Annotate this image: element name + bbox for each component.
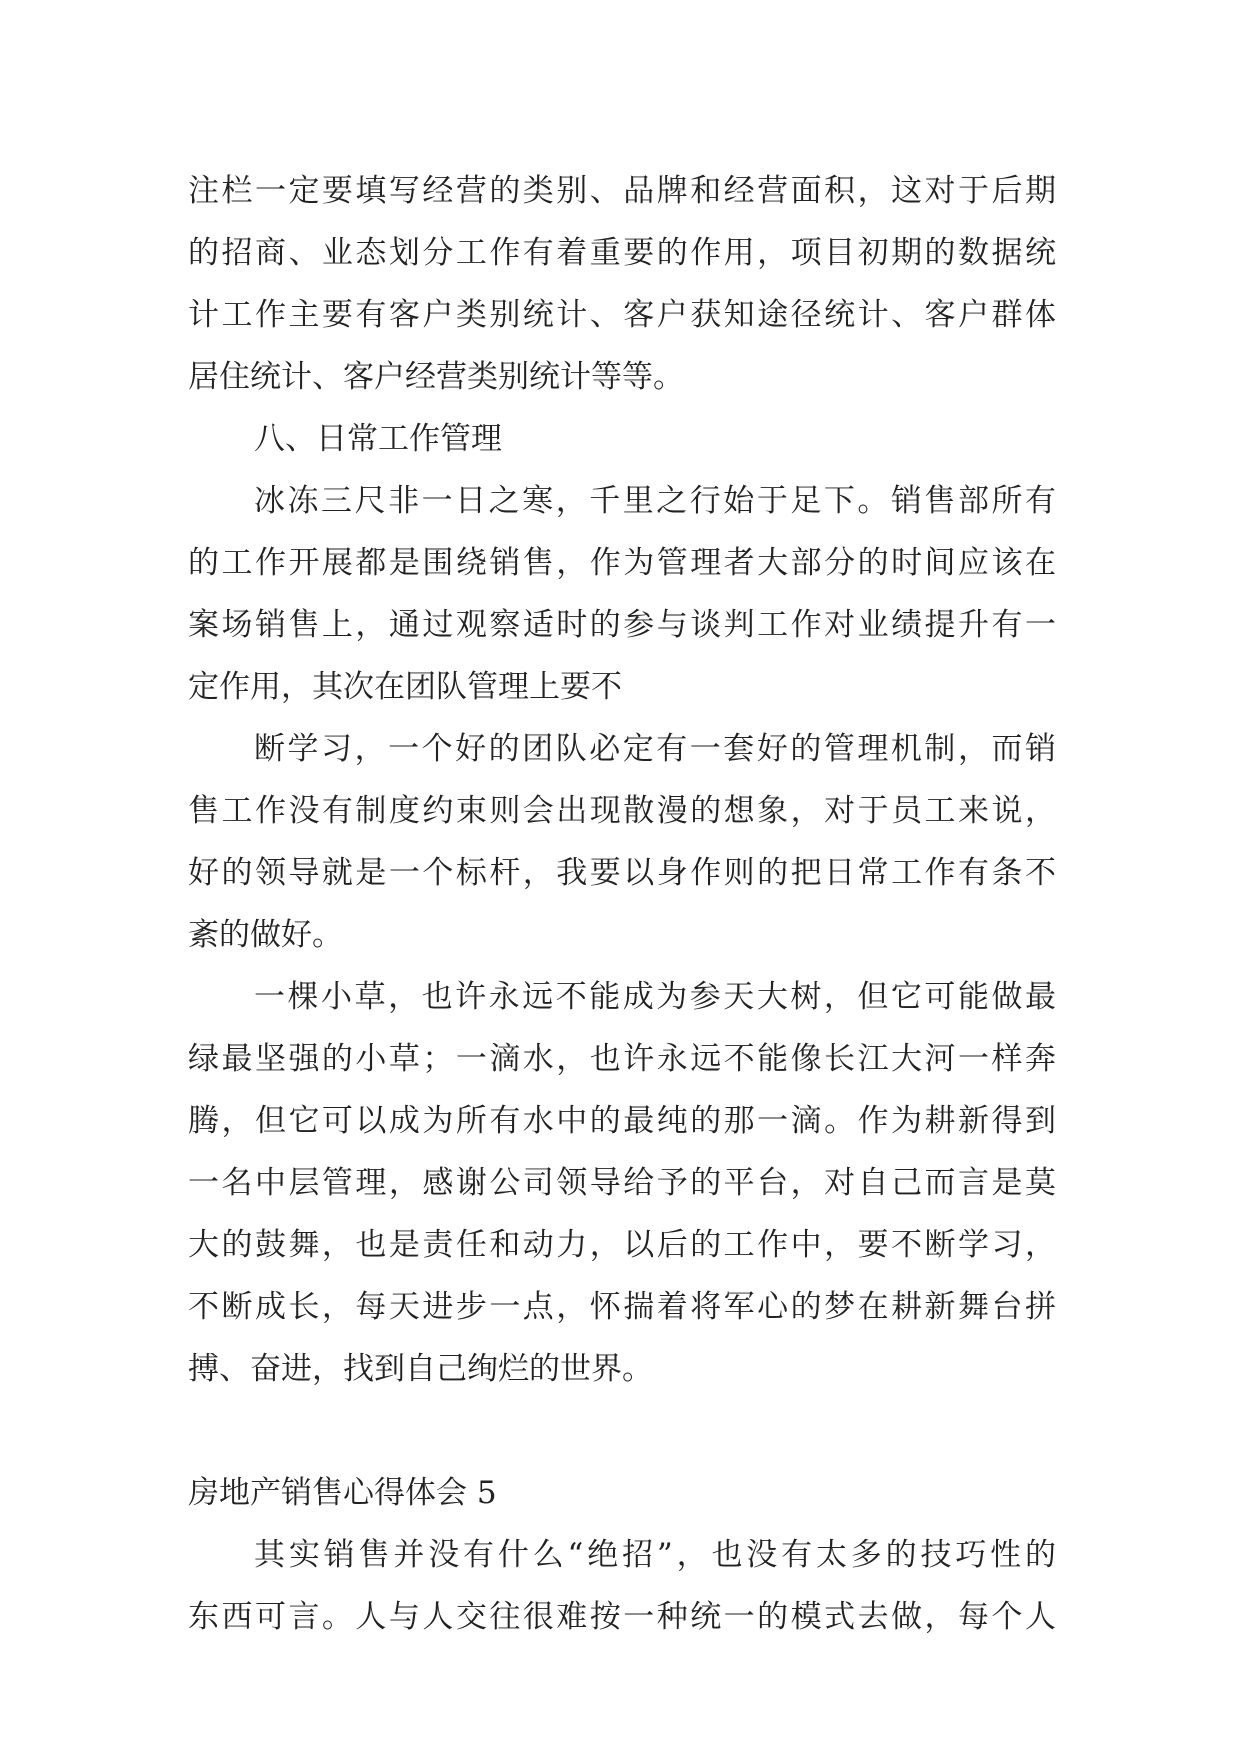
text-line: 绿最坚强的小草；一滴水，也许永远不能像长江大河一样奔 [188, 1041, 1056, 1077]
heading-daily-work-management [188, 408, 1056, 470]
text-line: 的招商、业态划分工作有着重要的作用，项目初期的数据统 [188, 235, 1056, 271]
text-line: 计工作主要有客户类别统计、客户获知途径统计、客户群体 [188, 297, 1056, 333]
text-line: 大的鼓舞，也是责任和动力，以后的工作中，要不断学习， [188, 1227, 1056, 1263]
text-line: 断学习，一个好的团队必定有一套好的管理机制，而销 [254, 731, 1056, 767]
section-title: 房地产销售心得体会 5 [188, 1475, 497, 1511]
text-line: 的工作开展都是围绕销售，作为管理者大部分的时间应该在 [188, 545, 1056, 581]
text-line: 紊的做好。 [188, 917, 343, 953]
text-line: 好的领导就是一个标杆，我要以身作则的把日常工作有条不 [188, 855, 1056, 891]
text-line: 案场销售上，通过观察适时的参与谈判工作对业绩提升有一 [188, 607, 1056, 643]
text-line: 搏、奋进，找到自己绚烂的世界。 [188, 1351, 653, 1387]
text-line: 居住统计、客户经营类别统计等等。 [188, 359, 684, 395]
text-line: 其实销售并没有什么“绝招”，也没有太多的技巧性的 [254, 1537, 1056, 1573]
text-line: 售工作没有制度约束则会出现散漫的想象，对于员工来说， [188, 793, 1056, 829]
text-line: 定作用，其次在团队管理上要不 [188, 669, 622, 705]
text-line: 东西可言。人与人交往很难按一种统一的模式去做，每个人 [188, 1599, 1056, 1635]
text-line: 一名中层管理，感谢公司领导给予的平台，对自己而言是莫 [188, 1165, 1056, 1201]
document-page [188, 160, 1056, 1648]
paragraph-daily-work [188, 470, 1056, 718]
text-line: 冰冻三尺非一日之寒，千里之行始于足下。销售部所有 [254, 483, 1056, 519]
text-line: 注栏一定要填写经营的类别、品牌和经营面积，这对于后期 [188, 173, 1056, 209]
paragraph-closing-reflection [188, 966, 1056, 1400]
text-line: 腾，但它可以成为所有水中的最纯的那一滴。作为耕新得到 [188, 1103, 1056, 1139]
section-spacer [188, 1400, 1056, 1462]
paragraph-team-learning [188, 718, 1056, 966]
section-heading: 八、日常工作管理 [254, 421, 502, 457]
text-line: 一棵小草，也许永远不能成为参天大树，但它可能做最 [254, 979, 1056, 1015]
text-line: 不断成长，每天进步一点，怀揣着将军心的梦在耕新舞台拼 [188, 1289, 1056, 1325]
paragraph-intake-statistics [188, 160, 1056, 408]
paragraph-sales-no-tricks [188, 1524, 1056, 1648]
